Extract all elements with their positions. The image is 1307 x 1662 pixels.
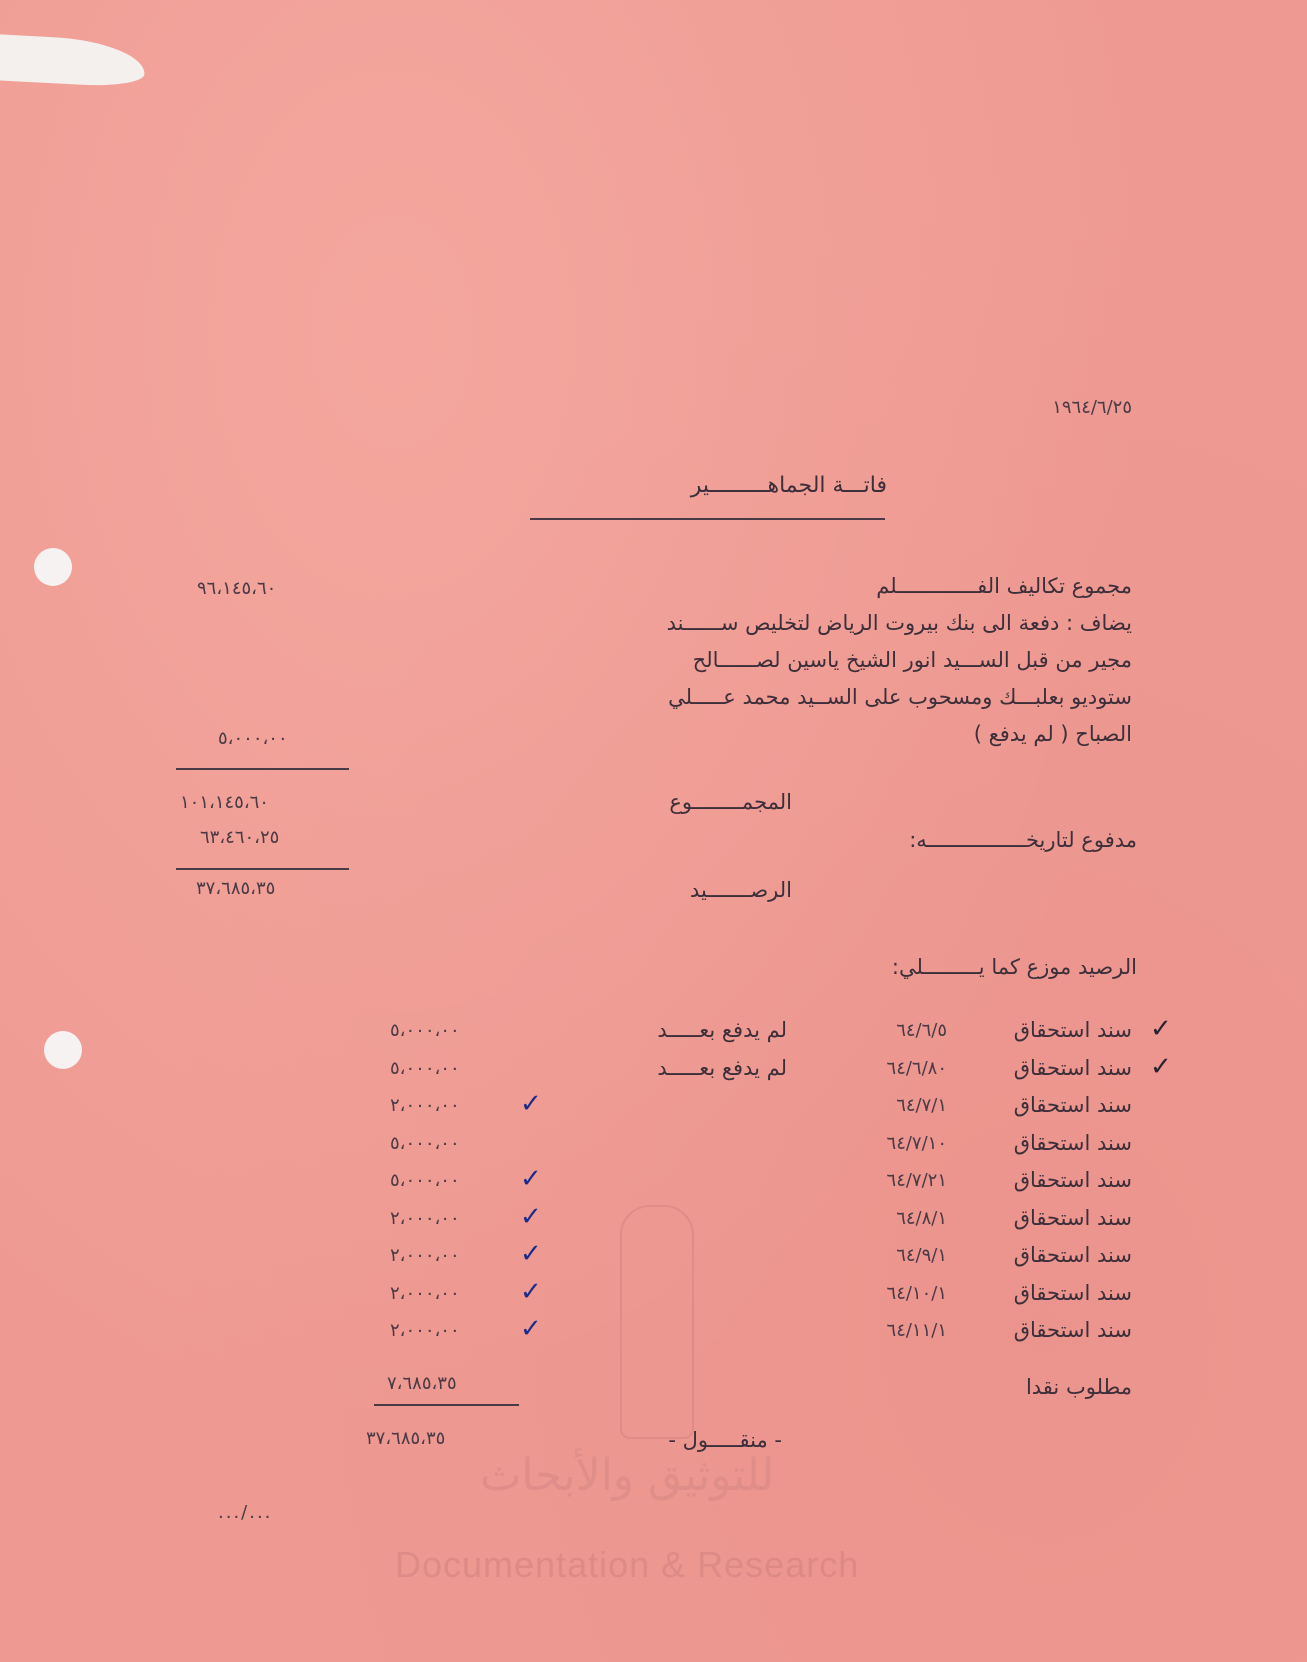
watermark-arabic: للتوثيق والأبحاث xyxy=(480,1450,775,1501)
label-distribution: الرصيد موزع كما يـــــــــلي: xyxy=(891,955,1137,979)
installment-amount: ٢،٠٠٠،٠٠ xyxy=(390,1095,460,1116)
installment-amount: ٥،٠٠٠،٠٠ xyxy=(390,1132,460,1154)
installment-label: سند استحقاق xyxy=(1013,1243,1132,1267)
installment-date: ٦٤/١٠/١ xyxy=(886,1282,947,1304)
watermark-latin: Documentation & Research xyxy=(395,1544,860,1585)
watermark-logo xyxy=(620,1205,694,1439)
sum-rule-2 xyxy=(176,868,349,870)
installment-amount: ٢،٠٠٠،٠٠ xyxy=(390,1320,460,1341)
checkmark-icon: ✓ xyxy=(1150,1014,1172,1044)
checkmark-icon: ✓ xyxy=(520,1089,542,1119)
installment-date: ٦٤/١١/١ xyxy=(886,1320,947,1341)
installment-label: سند استحقاق xyxy=(1013,1205,1132,1230)
installment-amount: ٥،٠٠٠،٠٠ xyxy=(390,1020,460,1041)
punch-hole-top xyxy=(34,548,72,586)
installment-date: ٦٤/٦/٥ xyxy=(896,1020,947,1041)
installment-label: سند استحقاق xyxy=(1013,1318,1132,1342)
amount-paid-to-date: ٦٣،٤٦٠،٢٥ xyxy=(200,827,280,848)
checkmark-icon: ✓ xyxy=(520,1276,542,1307)
label-carried: - منقـــــول - xyxy=(668,1428,782,1452)
installment-amount: ٢،٠٠٠،٠٠ xyxy=(390,1282,460,1304)
sum-rule-1 xyxy=(176,768,349,770)
installment-date: ٦٤/٧/٢١ xyxy=(886,1170,947,1191)
installment-label: سند استحقاق xyxy=(1013,1280,1132,1305)
installment-label: سند استحقاق xyxy=(1013,1093,1132,1117)
installment-date: ٦٤/٨/١ xyxy=(896,1207,947,1229)
installment-label: سند استحقاق xyxy=(1013,1018,1132,1042)
amount-cash-required: ٧،٦٨٥،٣٥ xyxy=(387,1373,457,1394)
installment-label: سند استحقاق xyxy=(1013,1130,1132,1155)
label-total: المجمــــــــوع xyxy=(669,790,792,814)
installment-note: لم يدفع بعـــــد xyxy=(657,1055,787,1080)
document-date: ١٩٦٤/٦/٢٥ xyxy=(1052,397,1132,418)
checkmark-icon: ✓ xyxy=(1150,1051,1172,1082)
page-continuation-marker: .../... xyxy=(218,1502,273,1523)
punch-hole-bottom xyxy=(44,1031,82,1069)
checkmark-icon: ✓ xyxy=(520,1314,542,1344)
cash-rule xyxy=(374,1404,519,1406)
amount-added-payment: ٥،٠٠٠،٠٠ xyxy=(218,728,288,749)
amount-balance: ٣٧،٦٨٥،٣٥ xyxy=(196,878,276,899)
amount-carried: ٣٧،٦٨٥،٣٥ xyxy=(366,1428,446,1449)
checkmark-icon: ✓ xyxy=(520,1201,542,1232)
installment-date: ٦٤/٧/١ xyxy=(896,1095,947,1116)
installment-date: ٦٤/٦/٨٠ xyxy=(886,1057,947,1079)
amount-film-costs: ٩٦،١٤٥،٦٠ xyxy=(197,578,277,599)
installment-amount: ٢،٠٠٠،٠٠ xyxy=(390,1207,460,1229)
installment-label: سند استحقاق xyxy=(1013,1168,1132,1192)
amount-total: ١٠١،١٤٥،٦٠ xyxy=(180,792,269,813)
checkmark-icon: ✓ xyxy=(520,1164,542,1194)
installment-date: ٦٤/٧/١٠ xyxy=(886,1132,947,1154)
description-line: ستوديو بعلبـــك ومسحوب على الســيد محمد عـــــلي xyxy=(668,685,1132,709)
description-line: الصباح ( لم يدفع ) xyxy=(973,722,1132,746)
description-line: مجموع تكاليف الفـــــــــــــلم xyxy=(876,574,1132,598)
label-cash-required: مطلوب نقدا xyxy=(1025,1375,1132,1399)
checkmark-icon: ✓ xyxy=(520,1239,542,1269)
installment-label: سند استحقاق xyxy=(1013,1055,1132,1080)
description-line: مجير من قبل الســـيد انور الشيخ ياسين لصــــــالح xyxy=(692,648,1132,672)
title-underline xyxy=(530,518,885,520)
label-paid-to-date: مدفوع لتاريخــــــــــــــــه: xyxy=(909,828,1137,852)
installment-date: ٦٤/٩/١ xyxy=(896,1245,947,1266)
installment-amount: ٥،٠٠٠،٠٠ xyxy=(390,1057,460,1079)
label-balance: الرصـــــــيد xyxy=(689,878,792,902)
description-line: يضاف : دفعة الى بنك بيروت الرياض لتخليص ســــــند xyxy=(666,611,1132,635)
installment-amount: ٥،٠٠٠،٠٠ xyxy=(390,1170,460,1191)
document-title: فاتـــة الجماهـــــــــير xyxy=(690,473,887,498)
installment-amount: ٢،٠٠٠،٠٠ xyxy=(390,1245,460,1266)
installment-note: لم يدفع بعـــــد xyxy=(657,1018,787,1042)
